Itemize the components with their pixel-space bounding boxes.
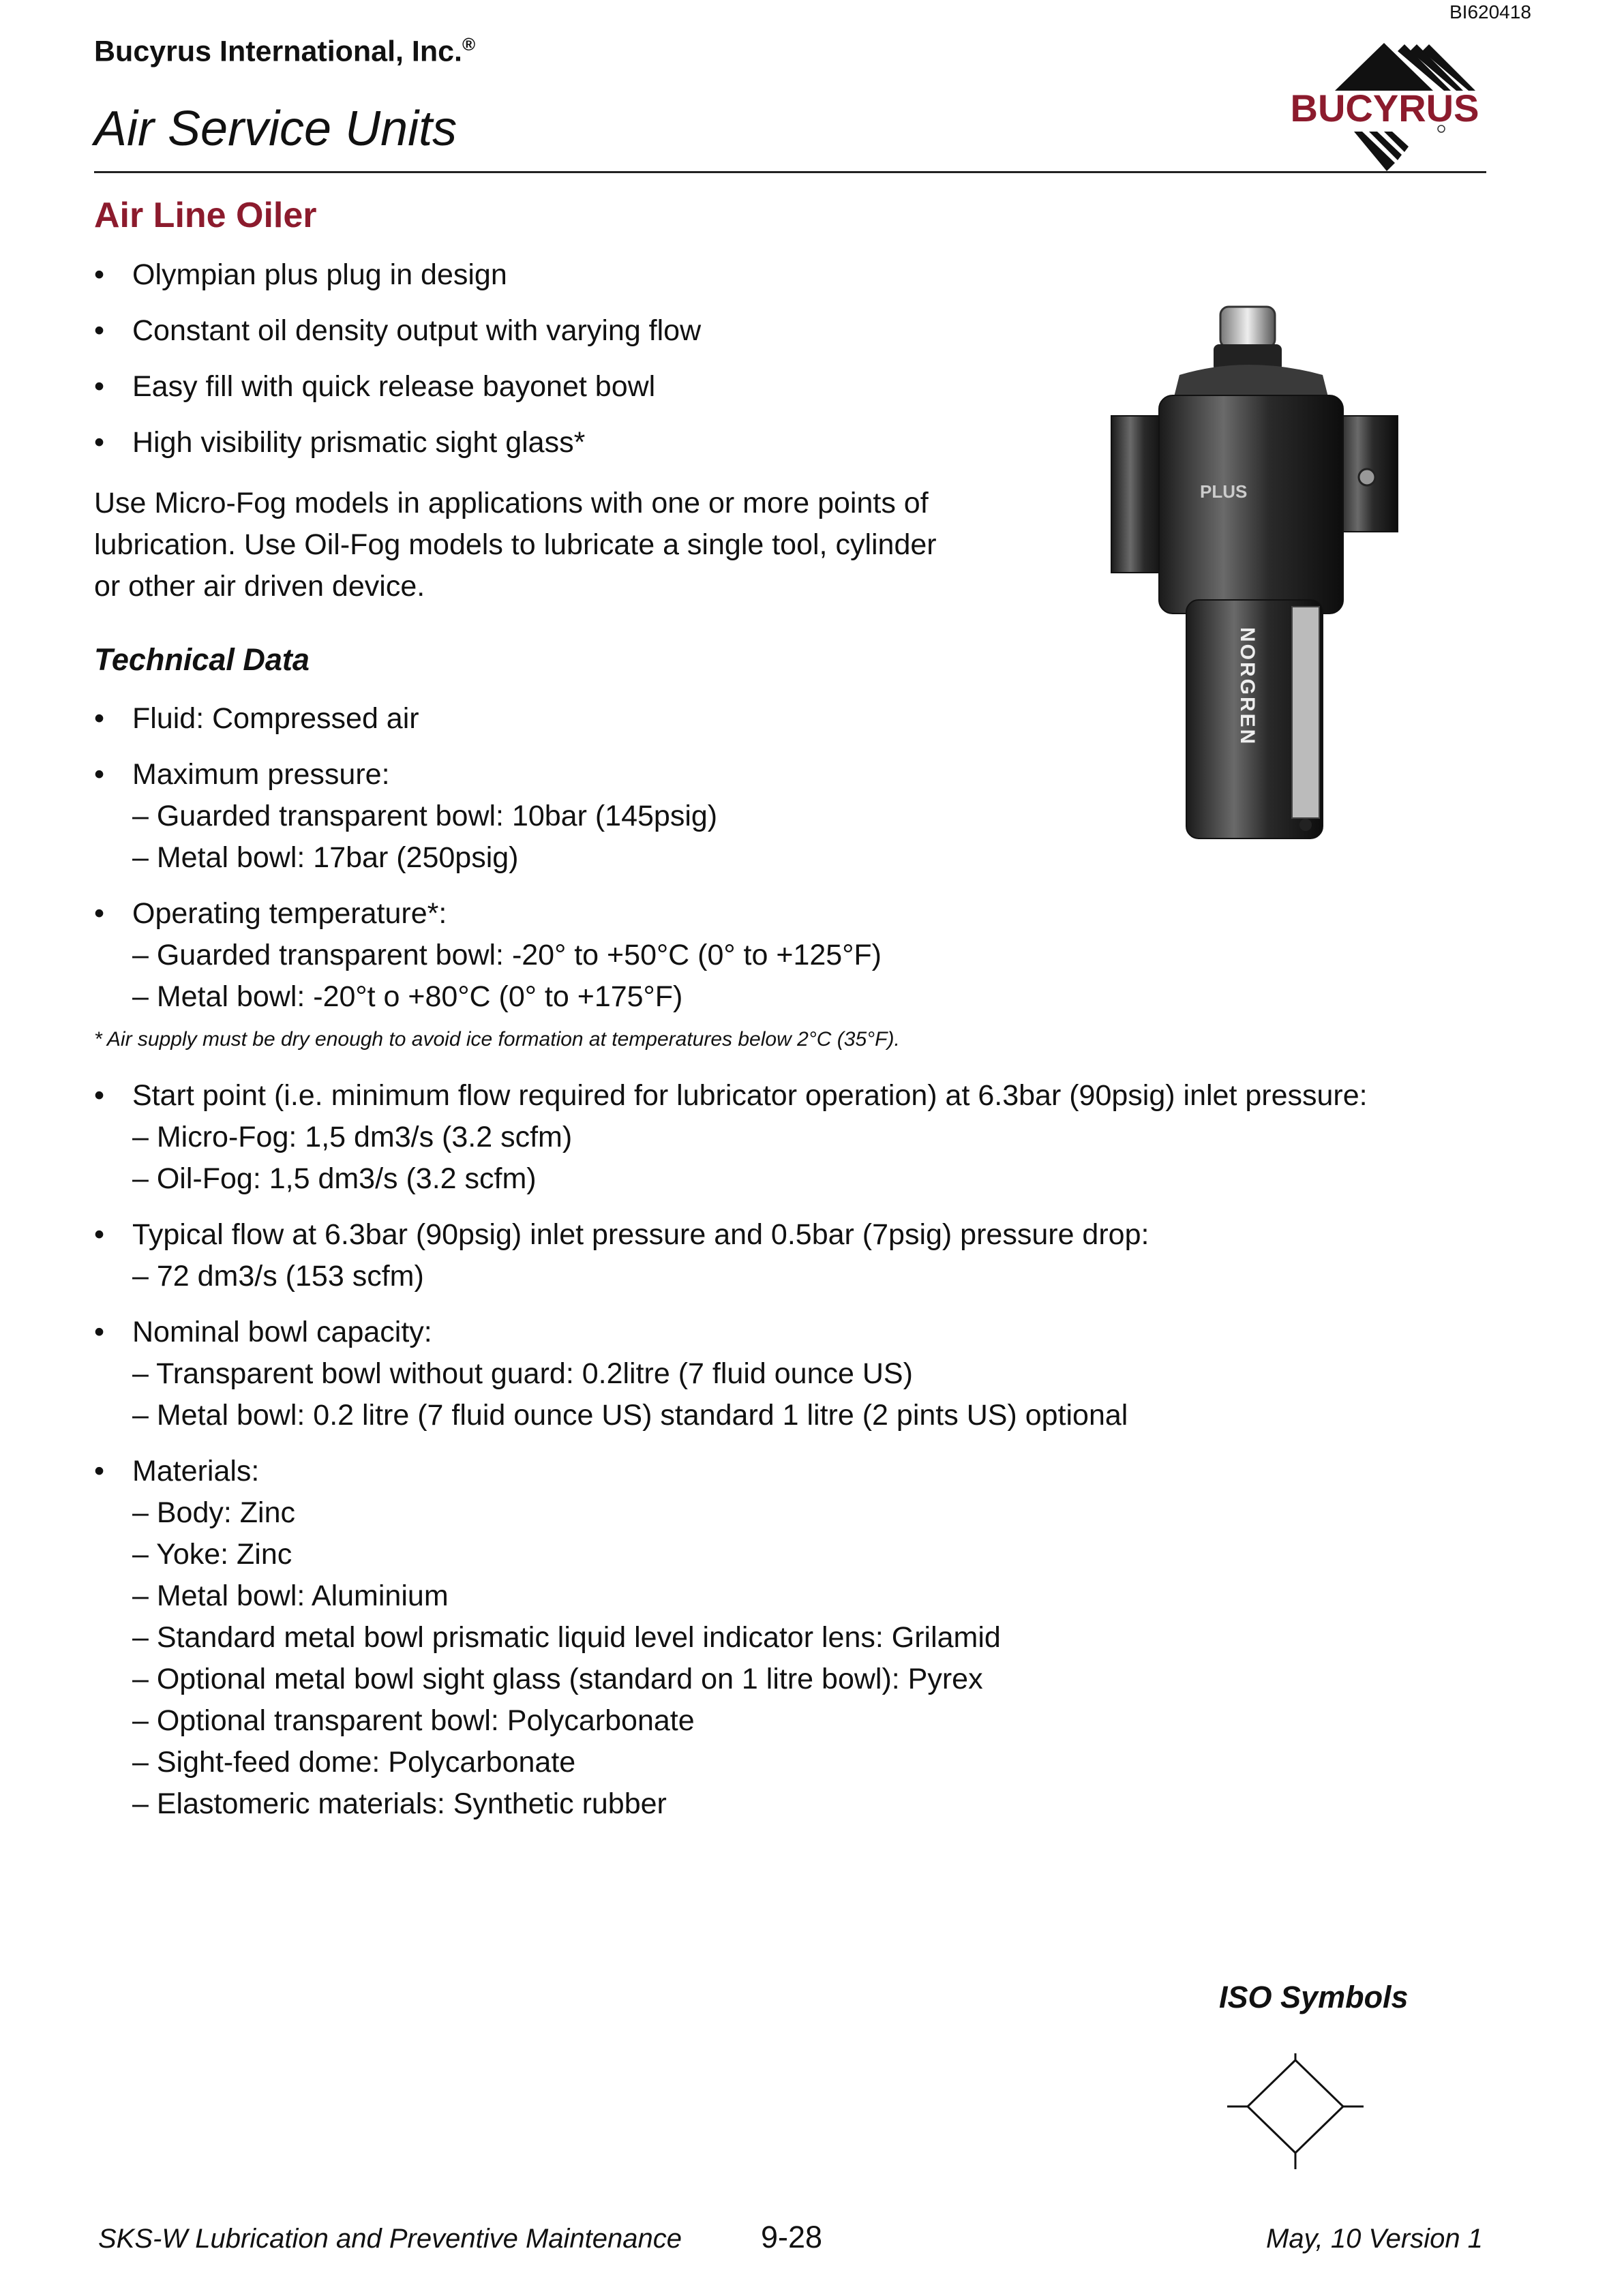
tech-item: • Materials: – Body: Zinc – Yoke: Zinc – Metal bowl: Aluminium – Standard metal bowl prismatic liquid level indicator lens: Grilamid – Optional metal bowl sight glass (standard on 1 litre bowl): Pyrex – Optional transparent bowl: Polycarbonate – Sight-feed dome: Polycarbonate – Elastomeric materials: Synthetic rubber	[94, 1451, 1368, 1825]
tech-subitem: – Micro-Fog: 1,5 dm3/s (3.2 scfm)	[132, 1121, 573, 1153]
intro-line: or other air driven device.	[94, 570, 425, 603]
tech-subitem: – Guarded transparent bowl: 10bar (145psig)	[132, 800, 718, 832]
tech-subitem: – 72 dm3/s (153 scfm)	[132, 1260, 424, 1293]
intro-paragraph	[94, 483, 1001, 607]
footer-version: May, 10 Version 1	[1266, 2224, 1483, 2254]
tech-subitem: – Elastomeric materials: Synthetic rubber	[132, 1787, 667, 1820]
iso-symbols-title: ISO Symbols	[1219, 1980, 1409, 2014]
feature-item: • Constant oil density output with varying flow	[94, 310, 701, 352]
tech-item: • Maximum pressure: – Guarded transparent bowl: 10bar (145psig) – Metal bowl: 17bar (250psig)	[94, 754, 882, 879]
feature-item: • Olympian plus plug in design	[94, 254, 701, 296]
registered-mark: ®	[462, 34, 476, 55]
section-title: Air Service Units	[94, 102, 457, 156]
technical-data-heading: Technical Data	[94, 642, 310, 677]
footer-title: SKS-W Lubrication and Preventive Maintenance	[98, 2224, 682, 2254]
page-heading: Air Line Oiler	[94, 196, 317, 235]
company-name: Bucyrus International, Inc.®	[94, 34, 476, 68]
feature-item: • Easy fill with quick release bayonet bowl	[94, 366, 701, 408]
tech-subitem: – Metal bowl: 0.2 litre (7 fluid ounce US) standard 1 litre (2 pints US) optional	[132, 1399, 1128, 1432]
tech-item: • Typical flow at 6.3bar (90psig) inlet pressure and 0.5bar (7psig) pressure drop: – 72 dm3/s (153 scfm)	[94, 1214, 1368, 1297]
air-line-oiler-photo	[1098, 300, 1425, 845]
tech-subitem: – Optional metal bowl sight glass (standard on 1 litre bowl): Pyrex	[132, 1663, 983, 1695]
logo-text: BUCYRUS	[1290, 87, 1479, 130]
tech-list-2	[94, 1075, 1368, 1825]
tech-subitem: – Metal bowl: 17bar (250psig)	[132, 841, 519, 874]
feature-list	[94, 254, 701, 464]
footnote: * Air supply must be dry enough to avoid ice formation at temperatures below 2°C (35°F).	[94, 1028, 900, 1051]
tech-item: • Fluid: Compressed air	[94, 698, 882, 740]
page-number: 9-28	[761, 2220, 823, 2254]
tech-subitem: – Transparent bowl without guard: 0.2litre (7 fluid ounce US)	[132, 1357, 913, 1390]
tech-subitem: – Body: Zinc	[132, 1496, 295, 1529]
intro-line: Use Micro-Fog models in applications with one or more points of	[94, 487, 929, 519]
tech-subitem: – Yoke: Zinc	[132, 1538, 292, 1571]
feature-item: • High visibility prismatic sight glass*	[94, 422, 701, 464]
tech-subitem: – Standard metal bowl prismatic liquid level indicator lens: Grilamid	[132, 1621, 1001, 1654]
brand-label: NORGREN	[1236, 627, 1259, 746]
plus-label: PLUS	[1200, 481, 1248, 502]
doc-id: BI620418	[1449, 1, 1531, 22]
bucyrus-logo	[1280, 37, 1489, 174]
tech-item: • Operating temperature*: – Guarded transparent bowl: -20° to +50°C (0° to +125°F) – Metal bowl: -20°t o +80°C (0° to +175°F)	[94, 893, 882, 1018]
intro-line: lubrication. Use Oil-Fog models to lubricate a single tool, cylinder	[94, 528, 937, 561]
tech-subitem: – Guarded transparent bowl: -20° to +50°C (0° to +125°F)	[132, 939, 882, 971]
tech-subitem: – Metal bowl: -20°t o +80°C (0° to +175°F)	[132, 980, 683, 1013]
tech-subitem: – Oil-Fog: 1,5 dm3/s (3.2 scfm)	[132, 1162, 537, 1195]
tech-subitem: – Metal bowl: Aluminium	[132, 1580, 449, 1612]
tech-list-1	[94, 698, 882, 1018]
header-rule	[94, 171, 1486, 173]
tech-item: • Start point (i.e. minimum flow required for lubricator operation) at 6.3bar (90psig) inlet pressure: – Micro-Fog: 1,5 dm3/s (3.2 scfm) – Oil-Fog: 1,5 dm3/s (3.2 scfm)	[94, 1075, 1368, 1200]
tech-item: • Nominal bowl capacity: – Transparent bowl without guard: 0.2litre (7 fluid ounce US) – Metal bowl: 0.2 litre (7 fluid ounce US) standard 1 litre (2 pints US) optional	[94, 1312, 1368, 1436]
lubricator-iso-symbol	[1227, 2053, 1364, 2169]
tech-subitem: – Optional transparent bowl: Polycarbonate	[132, 1704, 695, 1737]
tech-subitem: – Sight-feed dome: Polycarbonate	[132, 1746, 576, 1779]
